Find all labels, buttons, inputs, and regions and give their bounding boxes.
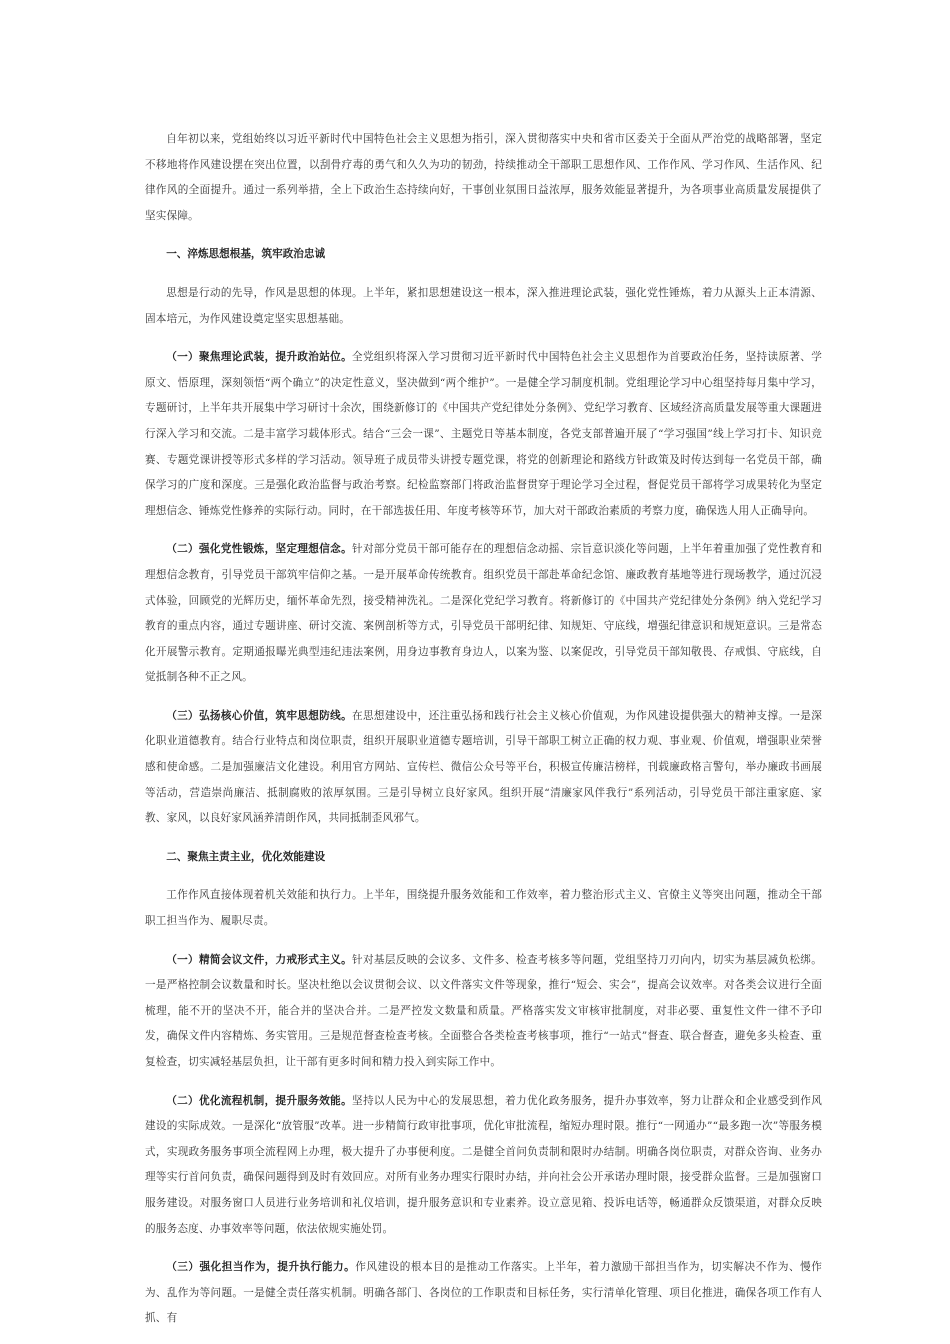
section-1-heading: 一、淬炼思想根基，筑牢政治忠诚 [166, 248, 326, 261]
section-2-lead: 工作作风直接体现着机关效能和执行力。上半年，围绕提升服务效能和工作效率，着力整治形式主义、官僚主义等突出问题，推动全干部职工担当作为、履职尽责。 [145, 889, 822, 928]
section-2-item-2-title: （二）优化流程机制，提升服务效能。 [166, 1094, 353, 1107]
section-2-item-2 [145, 1089, 822, 1243]
section-1-item-2 [145, 537, 822, 691]
section-2-item-1 [145, 948, 822, 1076]
section-1-item-2-body: 针对部分党员干部可能存在的理想信念动摇、宗旨意识淡化等问题，上半年着重加强了党性教育和理想信念教育，引导党员干部筑牢信仰之基。一是开展革命传统教育。组织党员干部赴革命纪念馆、廉政教育基地等进行现场教学，通过沉浸式体验，回顾党的光辉历史，缅怀革命先烈，接受精神洗礼。二是深化党纪学习教育。将新修订的《中国共产党纪律处分条例》纳入党纪学习教育的重点内容，通过专题讲座、研讨交流、案例剖析等方式，引导党员干部明纪律、知规矩、守底线，增强纪律意识和规矩意识。三是常态化开展警示教育。定期通报曝光典型违纪违法案例，用身边事教育身边人，以案为鉴、以案促改，引导党员干部知敬畏、存戒惧、守底线，自觉抵制各种不正之风。 [145, 543, 822, 684]
section-1-item-1-body: 全党组织将深入学习贯彻习近平新时代中国特色社会主义思想作为首要政治任务，坚持读原著、学原文、悟原理，深刻领悟“两个确立”的决定性意义，坚决做到“两个维护”。一是健全学习制度机制。党组理论学习中心组坚持每月集中学习，专题研讨，上半年共开展集中学习研讨十余次，围绕新修订的《中国共产党纪律处分条例》、党纪学习教育、区域经济高质量发展等重大课题进行深入学习和交流。二是丰富学习载体形式。结合“三会一课”、主题党日等基本制度，各党支部普遍开展了“学习强国”线上学习打卡、知识竞赛、专题党课讲授等形式多样的学习活动。领导班子成员带头讲授专题党课，将党的创新理论和路线方针政策及时传达到每一名党员干部，确保学习的广度和深度。三是强化政治监督与政治考察。纪检监察部门将政治监督贯穿于理论学习全过程，督促党员干部将学习成果转化为坚定理想信念、锤炼党性修养的实际行动。同时，在干部选拔任用、年度考核等环节，加大对干部政治素质的考察力度，确保选人用人正确导向。 [145, 351, 822, 517]
section-1-lead: 思想是行动的先导，作风是思想的体现。上半年，紧扣思想建设这一根本，深入推进理论武装，强化党性锤炼，着力从源头上正本清源、固本培元，为作风建设奠定坚实思想基础。 [145, 286, 822, 325]
section-2-item-1-title: （一）精简会议文件，力戒形式主义。 [166, 953, 353, 966]
section-2-heading: 二、聚焦主责主业，优化效能建设 [166, 850, 326, 863]
section-1-item-1-title: （一）聚焦理论武装，提升政治站位。 [166, 351, 353, 364]
section-1-item-3-title: （三）弘扬核心价值，筑牢思想防线。 [166, 709, 353, 722]
section-1-item-1 [145, 345, 822, 524]
section-2-item-3 [145, 1255, 822, 1332]
section-2-item-3-body: 作风建设的根本目的是推动工作落实。上半年，着力激励干部担当作为，切实解决不作为、慢作为、乱作为等问题。一是健全责任落实机制。明确各部门、各岗位的工作职责和目标任务，实行清单化管理、项目化推进，确保各项工作有人抓、有 [145, 1261, 822, 1325]
section-2-item-2-body: 坚持以人民为中心的发展思想，着力优化政务服务，提升办事效率，努力让群众和企业感受到作风建设的实际成效。一是深化“放管服”改革。进一步精简行政审批事项，优化审批流程，缩短办理时限。推行“一网通办”“最多跑一次”等服务模式，实现政务服务事项全流程网上办理，极大提升了办事便利度。二是健全首问负责制和限时办结制。明确各岗位职责，对群众咨询、业务办理等实行首问负责，确保问题得到及时有效回应。对所有业务办理实行限时办结，并向社会公开承诺办理时限，接受群众监督。三是加强窗口服务建设。对服务窗口人员进行业务培训和礼仪培训，提升服务意识和专业素养。设立意见箱、投诉电话等，畅通群众反馈渠道，对群众反映的服务态度、办事效率等问题，依法依规实施处罚。 [145, 1094, 822, 1235]
section-2-item-3-title: （三）强化担当作为，提升执行能力。 [166, 1261, 356, 1274]
section-1-item-3-body: 在思想建设中，还注重弘扬和践行社会主义核心价值观，为作风建设提供强大的精神支撑。一是深化职业道德教育。结合行业特点和岗位职责，组织开展职业道德专题培训，引导干部职工树立正确的权力观、事业观、价值观，增强职业荣誉感和使命感。二是加强廉洁文化建设。利用官方网站、宣传栏、微信公众号等平台，积极宣传廉洁榜样，刊载廉政格言警句，举办廉政书画展等活动，营造崇尚廉洁、抵制腐败的浓厚氛围。三是引导树立良好家风。组织开展“清廉家风伴我行”系列活动，引导党员干部注重家庭、家教、家风，以良好家风涵养清朗作风，共同抵制歪风邪气。 [145, 709, 822, 825]
section-1-item-3 [145, 704, 822, 832]
section-1-item-2-title: （二）强化党性锻炼，坚定理想信念。 [166, 543, 353, 556]
section-2-item-1-body: 针对基层反映的会议多、文件多、检查考核多等问题，党组坚持刀刃向内，切实为基层减负松绑。一是严格控制会议数量和时长。坚决杜绝以会议贯彻会议、以文件落实文件等现象，推行“短会、实会”，提高会议效率。对各类会议进行全面梳理，能不开的坚决不开，能合并的坚决合并。二是严控发文数量和质量。严格落实发文审核审批制度，对非必要、重复性文件一律不予印发，确保文件内容精炼、务实管用。三是规范督查检查考核。全面整合各类检查考核事项，推行“一站式”督查、联合督查，避免多头检查、重复检查，切实减轻基层负担，让干部有更多时间和精力投入到实际工作中。 [145, 953, 822, 1068]
intro-paragraph: 自年初以来，党组始终以习近平新时代中国特色社会主义思想为指引，深入贯彻落实中央和省市区委关于全面从严治党的战略部署，坚定不移地将作风建设摆在突出位置，以刮骨疗毒的勇气和久久为功的韧劲，持续推动全干部职工思想作风、工作作风、学习作风、生活作风、纪律作风的全面提升。通过一系列举措，全上下政治生态持续向好，干事创业氛围日益浓厚，服务效能显著提升，为各项事业高质量发展提供了坚实保障。 [145, 133, 822, 222]
